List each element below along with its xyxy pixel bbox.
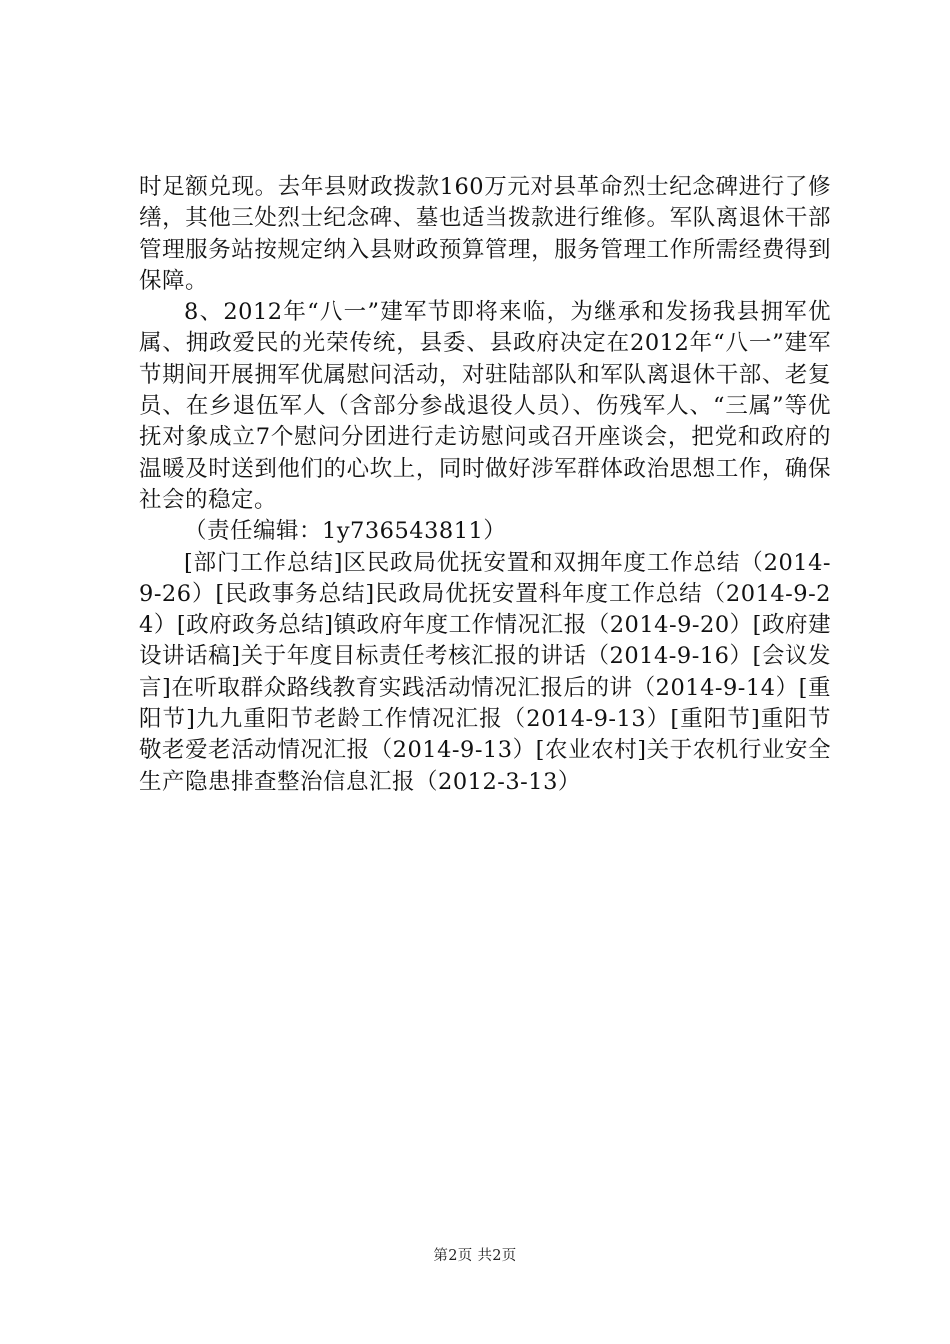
- paragraph-army-day: 8、2012年“八一”建军节即将来临，为继承和发扬我县拥军优属、拥政爱民的光荣传统，县委、县政府决定在2012年“八一”建军节期间开展拥军优属慰问活动，对驻陆部队和军队离退休干部、老复员、在乡退伍军人（含部分参战退役人员）、伤残军人、“三属”等优抚对象成立7个慰问分团进行走访慰问或召开座谈会，把党和政府的温暖及时送到他们的心坎上，同时做好涉军群体政治思想工作，确保社会的稳定。: [139, 299, 831, 513]
- page-number-footer: 第2页 共2页: [433, 1248, 517, 1264]
- document-body: [139, 172, 831, 798]
- editor-note: （责任编辑：1y736543811）: [184, 518, 507, 545]
- paragraph-funding: 时足额兑现。去年县财政拨款160万元对县革命烈士纪念碑进行了修缮，其他三处烈士纪念碑、墓也适当拨款进行维修。军队离退休干部管理服务站按规定纳入县财政预算管理，服务管理工作所需经费得到保障。: [139, 174, 831, 294]
- related-articles-links[interactable]: [部门工作总结]区民政局优抚安置和双拥年度工作总结（2014-9-26）[民政事务总结]民政局优抚安置科年度工作总结（2014-9-24）[政府政务总结]镇政府年度工作情况汇报（2014-9-20）[政府建设讲话稿]关于年度目标责任考核汇报的讲话（2014-9-16）[会议发言]在听取群众路线教育实践活动情况汇报后的讲（2014-9-14）[重阳节]九九重阳节老龄工作情况汇报（2014-9-13）[重阳节]重阳节敬老爱老活动情况汇报（2014-9-13）[农业农村]关于农机行业安全生产隐患排查整治信息汇报（2012-3-13）: [139, 549, 831, 795]
